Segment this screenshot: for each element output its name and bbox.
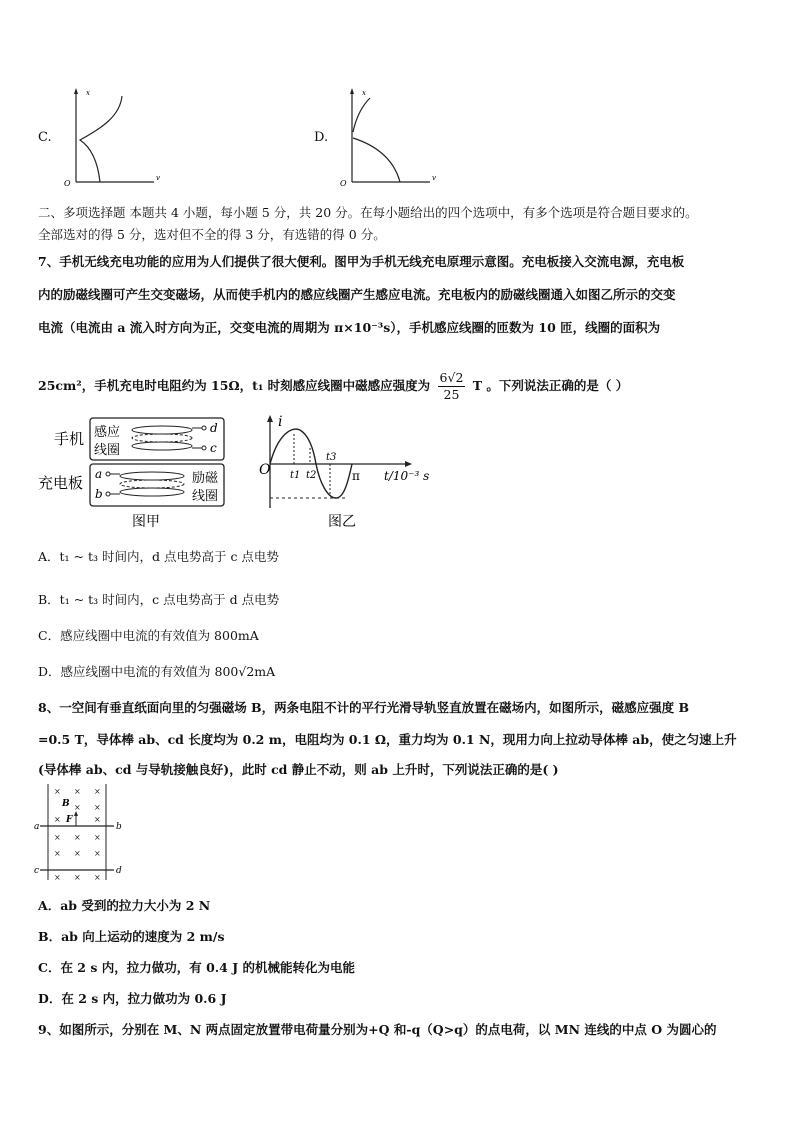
- graph-c-x-label: x: [86, 89, 90, 97]
- q7-option-d: D．感应线圈中电流的有效值为 800√2mA: [38, 664, 276, 679]
- q7-line2: 内的励磁线圈可产生交变磁场，从而使手机内的感应线圈产生感应电流。充电板内的励磁线圈通入如图乙所示的交变: [38, 287, 676, 302]
- fig-yi-pi: π: [352, 469, 360, 483]
- graph-d-x-label: x: [362, 89, 366, 97]
- fig-jia-term-d: d: [210, 421, 218, 435]
- fig-jia-phone-label: 手机: [54, 430, 85, 448]
- q9-line1: 9、如图所示，分别在 M、N 两点固定放置带电荷量分别为+Q 和-q（Q>q）的点电荷，以 MN 连线的中点 O 为圆心的: [38, 1022, 717, 1037]
- q7-figure-yi: [256, 412, 441, 534]
- q8-line3: (导体棒 ab、cd 与导轨接触良好)，此时 cd 静止不动，则 ab 上升时，下列说法正确的是( ): [38, 762, 559, 777]
- fig-jia-exc-label-1: 励磁: [192, 471, 219, 486]
- fig-yi-t-axis: t/10⁻³ s: [384, 469, 430, 483]
- fig-yi-i-label: i: [278, 414, 283, 430]
- q7-line4-part-a: 25cm²，手机充电时电阻约为 15Ω，t₁ 时刻感应线圈中磁感应强度为: [38, 378, 431, 393]
- svg-text:×: ×: [74, 833, 81, 842]
- q8-option-d: D．在 2 s 内，拉力做功为 0.6 J: [38, 991, 227, 1006]
- fig-jia-term-c: c: [210, 441, 217, 455]
- q8-fig-c: c: [34, 866, 40, 876]
- fig-jia-term-b: b: [95, 487, 103, 501]
- q8-option-a: A．ab 受到的拉力大小为 2 N: [38, 898, 211, 913]
- svg-text:×: ×: [94, 873, 101, 882]
- fig-jia-exc-coil: [120, 472, 184, 496]
- svg-text:×: ×: [74, 873, 81, 882]
- svg-text:×: ×: [54, 849, 61, 858]
- q8-field-crosses: [54, 787, 101, 882]
- svg-text:×: ×: [54, 787, 61, 796]
- fig-yi-caption: 图乙: [328, 514, 356, 530]
- q7-option-b: B．t₁ ~ t₃ 时间内，c 点电势高于 d 点电势: [38, 592, 280, 607]
- graph-d-origin: O: [340, 179, 347, 188]
- fig-yi-origin: O: [259, 462, 271, 478]
- fig-yi-t2: t2: [306, 470, 317, 481]
- section2-line2: 全部选对的得 5 分，选对但不全的得 3 分，有选错的得 0 分。: [38, 227, 386, 242]
- fig-jia-charger-label: 充电板: [38, 474, 84, 492]
- q7-line3: 电流（电流由 a 流入时方向为正，交变电流的周期为 π×10⁻³s），手机感应线圈的匝数为 10 匝，线圈的面积为: [38, 320, 661, 335]
- fig-yi-t1: t1: [290, 470, 301, 481]
- fig-jia-term-a: a: [95, 467, 103, 481]
- q7-option-a: A．t₁ ~ t₃ 时间内，d 点电势高于 c 点电势: [38, 549, 279, 564]
- fig-jia-caption: 图甲: [132, 514, 160, 530]
- q8-line2: =0.5 T，导体棒 ab、cd 长度均为 0.2 m，电阻均为 0.1 Ω，重力均为 0.1 N，现用力向上拉动导体棒 ab，使之匀速上升: [38, 732, 737, 747]
- q8-fig-d: d: [116, 866, 122, 876]
- svg-text:×: ×: [94, 815, 101, 824]
- svg-text:×: ×: [54, 873, 61, 882]
- fig-jia-induct-label-2: 线圈: [94, 443, 121, 458]
- q7-option-c: C．感应线圈中电流的有效值为 800mA: [38, 628, 259, 643]
- graph-c-origin: O: [64, 179, 71, 188]
- svg-text:×: ×: [94, 803, 101, 812]
- q7-line4: [38, 370, 628, 403]
- q8-line1: 8、一空间有垂直纸面向里的匀强磁场 B，两条电阻不计的平行光滑导轨竖直放置在磁场内，如图所示，磁感应强度 B: [38, 700, 690, 715]
- svg-text:×: ×: [94, 849, 101, 858]
- q8-option-b: B．ab 向上运动的速度为 2 m/s: [38, 929, 225, 944]
- option-d-label: D.: [314, 130, 329, 145]
- svg-text:×: ×: [54, 815, 61, 824]
- q8-fig-b: b: [116, 822, 122, 832]
- graph-c: [62, 86, 172, 190]
- q7-fraction-num: 6√2: [439, 370, 464, 385]
- section2-line1: 二、多项选择题 本题共 4 小题，每小题 5 分，共 20 分。在每小题给出的四个选项中，有多个选项是符合题目要求的。: [38, 205, 698, 220]
- graph-d-v-label: v: [432, 174, 436, 182]
- q8-fig-F: F: [66, 815, 73, 825]
- fig-yi-t3: t3: [326, 452, 337, 463]
- q7-fraction-den: 25: [443, 387, 460, 402]
- q8-option-c: C．在 2 s 内，拉力做功，有 0.4 J 的机械能转化为电能: [38, 960, 355, 975]
- svg-text:×: ×: [74, 787, 81, 796]
- fig-jia-exc-label-2: 线圈: [192, 489, 219, 504]
- q8-figure: [34, 782, 124, 884]
- fig-jia-induct-coil: [132, 426, 192, 450]
- graph-d: [338, 86, 448, 190]
- svg-text:×: ×: [94, 787, 101, 796]
- fig-jia-induct-label-1: 感应: [94, 425, 121, 440]
- q7-figure-jia: [38, 412, 232, 534]
- q8-fig-B: B: [62, 799, 70, 809]
- graph-c-v-label: v: [156, 174, 160, 182]
- option-c-label: C.: [38, 130, 52, 145]
- svg-text:×: ×: [74, 803, 81, 812]
- svg-text:×: ×: [94, 833, 101, 842]
- q7-line1: 7、手机无线充电功能的应用为人们提供了很大便利。图甲为手机无线充电原理示意图。充电板接入交流电源，充电板: [38, 254, 685, 269]
- svg-text:×: ×: [74, 849, 81, 858]
- q7-fraction: [438, 370, 466, 403]
- q7-line4-part-b: T 。下列说法正确的是（ ）: [472, 378, 629, 393]
- q8-fig-a: a: [34, 822, 40, 832]
- svg-text:×: ×: [54, 833, 61, 842]
